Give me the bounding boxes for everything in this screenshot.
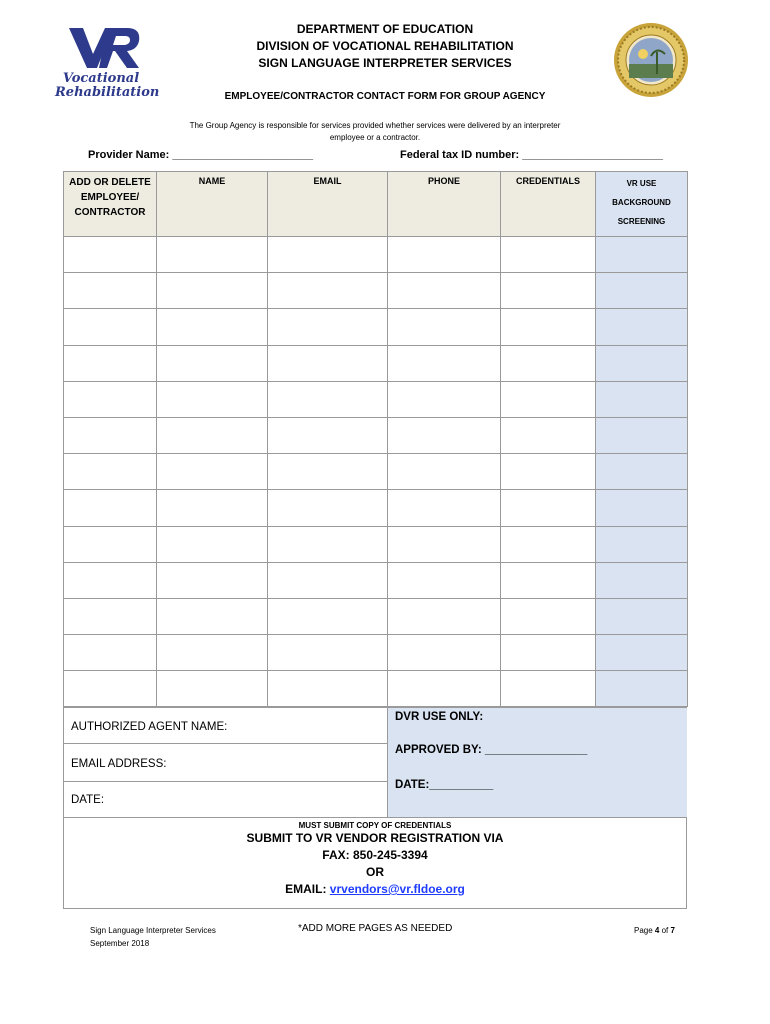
cell-name[interactable]: [157, 490, 268, 526]
vr-use-label-3: SCREENING: [617, 217, 666, 226]
col-header-vr-use: [596, 172, 688, 237]
add-more-pages-note: *ADD MORE PAGES AS NEEDED: [298, 923, 453, 934]
cell-phone[interactable]: [388, 237, 501, 273]
email-line: [64, 881, 686, 898]
cell-email[interactable]: [268, 526, 388, 562]
table-row: [64, 635, 688, 671]
cell-phone[interactable]: [388, 635, 501, 671]
cell-add-delete[interactable]: [64, 273, 157, 309]
col-header-credentials: CREDENTIALS: [501, 172, 596, 237]
cell-credentials[interactable]: [501, 454, 596, 490]
form-title: EMPLOYEE/CONTRACTOR CONTACT FORM FOR GROUP AGENCY: [224, 91, 546, 102]
cell-vr-use[interactable]: [596, 671, 688, 707]
cell-email[interactable]: [268, 454, 388, 490]
footer-left: [90, 924, 216, 950]
cell-name[interactable]: [157, 381, 268, 417]
cell-credentials[interactable]: [501, 490, 596, 526]
header-services: SIGN LANGUAGE INTERPRETER SERVICES: [258, 56, 512, 70]
cell-phone[interactable]: [388, 454, 501, 490]
table-row: [64, 381, 688, 417]
table-row: [64, 490, 688, 526]
table-header-row: [64, 172, 688, 237]
cell-credentials[interactable]: [501, 237, 596, 273]
header-department: DEPARTMENT OF EDUCATION: [296, 22, 474, 36]
cell-add-delete[interactable]: [64, 454, 157, 490]
table-row: [64, 671, 688, 707]
col-header-add-delete: ADD OR DELETE EMPLOYEE/ CONTRACTOR: [64, 172, 157, 237]
cell-add-delete[interactable]: [64, 562, 157, 598]
col-header-name: NAME: [157, 172, 268, 237]
submission-instructions: [64, 818, 686, 908]
table-row: [64, 345, 688, 381]
cell-vr-use[interactable]: [596, 454, 688, 490]
page-total: 7: [670, 926, 675, 935]
table-row: [64, 309, 688, 345]
or-text: OR: [366, 865, 384, 879]
cell-name[interactable]: [157, 237, 268, 273]
vr-logo-mark: [55, 24, 147, 72]
note-line-1: The Group Agency is responsible for services provided whether services were delivered by an interpreter: [189, 121, 561, 130]
cell-email[interactable]: [268, 490, 388, 526]
provider-name-field[interactable]: Provider Name: _______________________: [88, 149, 314, 161]
federal-tax-id-field[interactable]: Federal tax ID number: _______________________: [400, 149, 663, 161]
vr-use-label-2: BACKGROUND: [612, 198, 671, 207]
cell-credentials[interactable]: [501, 345, 596, 381]
table-row: [64, 273, 688, 309]
cell-add-delete[interactable]: [64, 598, 157, 634]
cell-phone[interactable]: [388, 345, 501, 381]
cell-email[interactable]: [268, 671, 388, 707]
cell-name[interactable]: [157, 454, 268, 490]
cell-email[interactable]: [268, 309, 388, 345]
cell-phone[interactable]: [388, 598, 501, 634]
cell-email[interactable]: [268, 417, 388, 453]
signature-block: [63, 707, 687, 909]
cell-vr-use[interactable]: [596, 490, 688, 526]
submit-via-line: SUBMIT TO VR VENDOR REGISTRATION VIA: [246, 831, 504, 845]
col-header-email: EMAIL: [268, 172, 388, 237]
cell-vr-use[interactable]: [596, 562, 688, 598]
cell-phone[interactable]: [388, 309, 501, 345]
table-row: [64, 454, 688, 490]
dvr-use-only-box: [387, 708, 687, 818]
table-row: [64, 526, 688, 562]
cell-phone[interactable]: [388, 381, 501, 417]
cell-credentials[interactable]: [501, 273, 596, 309]
vrvendors-email-link[interactable]: vrvendors@vr.fldoe.org: [329, 882, 465, 896]
cell-vr-use[interactable]: [596, 598, 688, 634]
logo-text-vocational: Vocational: [62, 71, 140, 86]
cell-credentials[interactable]: [501, 562, 596, 598]
cell-email[interactable]: [268, 237, 388, 273]
cell-name[interactable]: [157, 417, 268, 453]
table-row: [64, 562, 688, 598]
note-line-2: employee or a contractor.: [329, 133, 421, 142]
dvr-date-field[interactable]: DATE:__________: [395, 779, 494, 791]
cell-name[interactable]: [157, 562, 268, 598]
cell-add-delete[interactable]: [64, 417, 157, 453]
table-row: [64, 417, 688, 453]
footer-date: September 2018: [90, 939, 150, 948]
cell-name[interactable]: [157, 635, 268, 671]
cell-add-delete[interactable]: [64, 237, 157, 273]
cell-credentials[interactable]: [501, 381, 596, 417]
cell-add-delete[interactable]: [64, 671, 157, 707]
cell-phone[interactable]: [388, 671, 501, 707]
contact-table: [63, 171, 688, 707]
cell-phone[interactable]: [388, 273, 501, 309]
cell-email[interactable]: [268, 635, 388, 671]
email-address-field[interactable]: EMAIL ADDRESS:: [64, 744, 387, 782]
col-header-phone: PHONE: [388, 172, 501, 237]
cell-name[interactable]: [157, 345, 268, 381]
cell-credentials[interactable]: [501, 417, 596, 453]
cell-email[interactable]: [268, 345, 388, 381]
authorized-agent-name-field[interactable]: AUTHORIZED AGENT NAME:: [64, 708, 387, 744]
cell-credentials[interactable]: [501, 526, 596, 562]
fax-number: FAX: 850-245-3394: [322, 848, 428, 862]
cell-vr-use[interactable]: [596, 237, 688, 273]
cell-phone[interactable]: [388, 526, 501, 562]
cell-email[interactable]: [268, 562, 388, 598]
cell-add-delete[interactable]: [64, 490, 157, 526]
cell-add-delete[interactable]: [64, 309, 157, 345]
cell-vr-use[interactable]: [596, 526, 688, 562]
page-number: [634, 924, 675, 937]
page-current: 4: [654, 926, 660, 935]
cell-add-delete[interactable]: [64, 345, 157, 381]
cell-name[interactable]: [157, 309, 268, 345]
cell-credentials[interactable]: [501, 309, 596, 345]
state-seal: [613, 22, 689, 98]
cell-vr-use[interactable]: [596, 345, 688, 381]
cell-add-delete[interactable]: [64, 381, 157, 417]
table-row: [64, 237, 688, 273]
page-prefix: Page: [634, 926, 655, 935]
cell-phone[interactable]: [388, 490, 501, 526]
cell-email[interactable]: [268, 381, 388, 417]
cell-add-delete[interactable]: [64, 526, 157, 562]
footer-program: Sign Language Interpreter Services: [90, 926, 216, 935]
cell-name[interactable]: [157, 273, 268, 309]
date-field[interactable]: DATE:: [64, 782, 387, 818]
cell-phone[interactable]: [388, 562, 501, 598]
email-label: EMAIL:: [285, 882, 330, 896]
cell-name[interactable]: [157, 598, 268, 634]
cell-credentials[interactable]: [501, 671, 596, 707]
vr-use-label-1: VR USE: [626, 179, 657, 188]
cell-name[interactable]: [157, 671, 268, 707]
cell-vr-use[interactable]: [596, 635, 688, 671]
logo-text-rehabilitation: Rehabilitation: [55, 85, 160, 100]
cell-credentials[interactable]: [501, 635, 596, 671]
cell-email[interactable]: [268, 273, 388, 309]
table-row: [64, 598, 688, 634]
cell-vr-use[interactable]: [596, 273, 688, 309]
cell-email[interactable]: [268, 598, 388, 634]
vr-logo: [55, 24, 160, 102]
cell-credentials[interactable]: [501, 598, 596, 634]
cell-add-delete[interactable]: [64, 635, 157, 671]
header-division: DIVISION OF VOCATIONAL REHABILITATION: [256, 39, 514, 53]
cell-vr-use[interactable]: [596, 417, 688, 453]
page-sep: of: [659, 926, 671, 935]
must-submit-credentials: MUST SUBMIT COPY OF CREDENTIALS: [298, 821, 452, 830]
cell-name[interactable]: [157, 526, 268, 562]
dvr-title: DVR USE ONLY:: [395, 711, 484, 723]
cell-vr-use[interactable]: [596, 381, 688, 417]
cell-vr-use[interactable]: [596, 309, 688, 345]
table-body: [64, 237, 688, 707]
dvr-approved-by-field[interactable]: APPROVED BY: ________________: [395, 744, 588, 756]
cell-phone[interactable]: [388, 417, 501, 453]
